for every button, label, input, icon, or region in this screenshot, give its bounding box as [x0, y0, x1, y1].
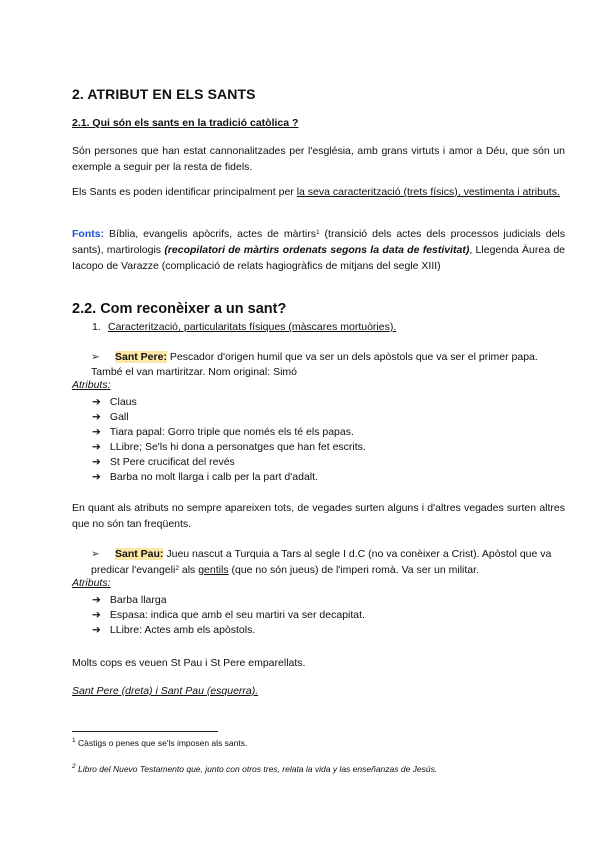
list-item-text: Espasa: indica que amb el seu martiri va ser decapitat. [109, 609, 365, 621]
sant-pau-atributs-title: Atributs: [72, 577, 111, 589]
arrow-icon: ➔ [92, 609, 101, 621]
sant-pere-atributs-list [92, 395, 366, 485]
list-item-text: Barba no molt llarga i calb per la part d'adalt. [109, 471, 318, 483]
arrow-icon: ➔ [92, 441, 101, 453]
list-item [92, 440, 366, 455]
sant-pere-atributs-title: Atributs: [72, 379, 111, 391]
page-title: 2. ATRIBUT EN ELS SANTS [72, 86, 256, 102]
fonts-text-2: (transició dels actes dels processos judicials dels sants), martirologis [72, 228, 566, 256]
sant-pere-block [91, 350, 565, 380]
list-item [92, 608, 365, 623]
footnote-separator [72, 731, 218, 732]
fonts-text-3: , Llegenda Àurea de Iacopo de Varazze (complicació de relats hagiogràfics de mitjans del segle XIII) [72, 244, 566, 272]
sant-pere-name: Sant Pere: [115, 351, 167, 363]
list-item [92, 455, 366, 470]
fonts-bold-italic: (recopilatori de màrtirs ordenats segons la data de festivitat) [164, 244, 470, 256]
footnote-2 [72, 764, 437, 774]
list-item-text: LLibre: Actes amb els apòstols. [109, 624, 256, 636]
sant-pere-desc: Pescador d'origen humil que va ser un dels apòstols que va ser el primer papa. També el van martiritzar. Nom original: Simó [91, 351, 538, 378]
figure-caption: Sant Pere (dreta) i Sant Pau (esquerra). [72, 685, 259, 697]
paragraph-fonts [72, 226, 565, 274]
list-item [92, 593, 365, 608]
arrow-icon: ➔ [92, 594, 101, 606]
list-item-text: LLibre; Se'ls hi dona a personatges que han fet escrits. [109, 441, 366, 453]
identificar-underlined: la seva caracterització (trets físics), vestimenta i atributs. [296, 186, 560, 198]
list-item [92, 395, 366, 410]
bullet-arrowhead-icon: ➢ [91, 351, 100, 363]
fonts-label: Fonts: [72, 228, 105, 240]
list-item-text: Barba llarga [109, 594, 167, 606]
sant-pau-atributs-list [92, 593, 365, 638]
footnote-2-number: 2 [72, 763, 76, 770]
item-text: Caracterització, particularitats físiques (màscares mortuòries). [108, 321, 397, 333]
list-item [92, 425, 366, 440]
sant-pau-name: Sant Pau: [115, 548, 164, 560]
footnote-1-text: Càstigs o penes que se'ls imposen als sants. [75, 738, 248, 748]
list-item [92, 623, 365, 638]
arrow-icon: ➔ [92, 426, 101, 438]
item-number: 1. [92, 321, 101, 333]
list-item [92, 470, 366, 485]
bullet-arrowhead-icon: ➢ [91, 548, 100, 560]
section-heading-2-1: 2.1. Qui són els sants en la tradició catòlica ? [72, 117, 299, 129]
paragraph-sants-definition: Són persones que han estat cannonalitzades per l'església, amb grans virtuts i amor a Déu, que són un exemple a seguir per la resta de fidels. [72, 145, 565, 173]
paragraph-identificar [72, 184, 565, 200]
list-item-text: Tiara papal: Gorro triple que només els té els papas. [109, 426, 354, 438]
sant-pau-desc-2: als [178, 564, 199, 576]
list-item-text: St Pere crucificat del revés [109, 456, 235, 468]
identificar-prefix: Els Sants es poden identificar principalment per [72, 186, 297, 198]
fonts-text-1: Bíblia, evangelis apòcrifs, actes de màrtirs [104, 228, 316, 240]
sant-pau-desc-1: Jueu nascut a Turquia a Tars al segle I d.C (no va conèixer a Crist). Apòstol que va predicar l'evangeli [91, 548, 552, 576]
sant-pau-desc-3: (que no són jueus) de l'imperi romà. Va ser un militar. [228, 564, 479, 576]
arrow-icon: ➔ [92, 396, 101, 408]
gentils-link: gentils [198, 564, 229, 576]
list-item-text: Claus [109, 396, 137, 408]
arrow-icon: ➔ [92, 471, 101, 483]
section-heading-2-2: 2.2. Com reconèixer a un sant? [72, 301, 287, 317]
footnote-1-number: 1 [72, 737, 76, 744]
list-item [92, 410, 366, 425]
footnote-1 [72, 738, 247, 748]
footnote-ref-1[interactable]: 1 [315, 229, 320, 236]
arrow-icon: ➔ [92, 456, 101, 468]
arrow-icon: ➔ [92, 624, 101, 636]
footnote-ref-2[interactable]: 2 [175, 565, 179, 572]
paragraph-emparellats: Molts cops es veuen St Pau i St Pere emparellats. [72, 657, 306, 669]
sant-pau-block [91, 546, 565, 578]
paragraph-atributs-note: En quant als atributs no sempre apareixen tots, de vegades surten alguns i d'altres vegades surten altres que no són tan freqüents. [72, 502, 565, 530]
footnote-2-text: Libro del Nuevo Testamento que, junto con otros tres, relata la vida y las enseñanzas de Jesús. [75, 764, 438, 774]
list-item-text: Gall [109, 411, 129, 423]
arrow-icon: ➔ [92, 411, 101, 423]
numbered-item-1 [92, 321, 396, 333]
